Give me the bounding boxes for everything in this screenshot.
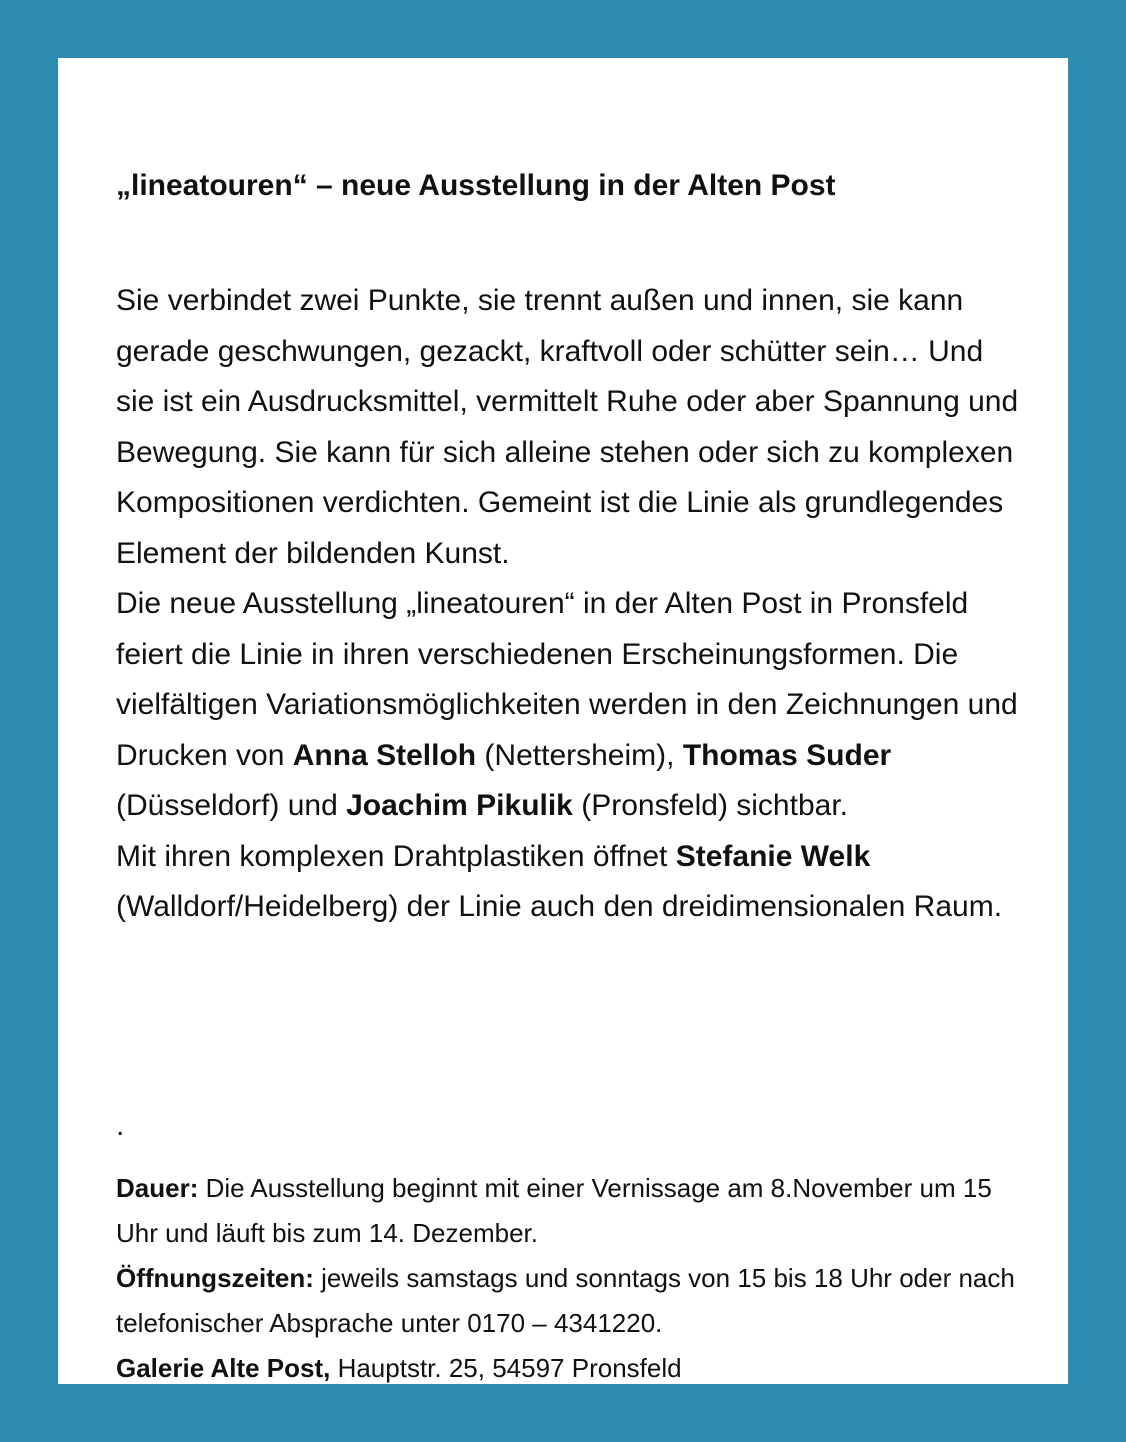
gallery-name-label: Galerie Alte Post, xyxy=(116,1353,331,1383)
intro-paragraph: Sie verbindet zwei Punkte, sie trennt außen und innen, sie kann gerade geschwungen, gezackt, kraftvoll oder schütter sein… Und sie ist ein Ausdrucksmittel, vermittelt Ruhe oder aber Spannung und Bewegung. Sie kann für sich alleine stehen oder sich zu komplexen Kompositionen verdichten. Gemeint ist die Linie als grundlegendes Element der bildenden Kunst. xyxy=(116,284,1019,570)
separator-dot: . xyxy=(116,1109,125,1142)
document-title: „lineatouren“ – neue Ausstellung in der Alten Post xyxy=(116,169,836,202)
duration-info xyxy=(116,1166,1026,1256)
opening-hours-text: jeweils samstags und sonntags von 15 bis 18 Uhr oder nach telefonischer Absprache unter 0170 – 4341220. xyxy=(116,1263,1015,1338)
exhibition-text-c: (Düsseldorf) und xyxy=(116,789,347,822)
event-info xyxy=(116,1166,1026,1391)
gallery-address-info xyxy=(116,1346,1026,1391)
article-body xyxy=(116,276,1026,933)
opening-hours-label: Öffnungszeiten: xyxy=(116,1263,314,1293)
document-card xyxy=(58,58,1068,1384)
exhibition-paragraph xyxy=(116,579,1026,832)
artist-name-thomas-suder: Thomas Suder xyxy=(682,738,892,772)
duration-text: Die Ausstellung beginnt mit einer Vernissage am 8.November um 15 Uhr und läuft bis zum 14. Dezember. xyxy=(116,1173,992,1248)
artist-name-joachim-pikulik: Joachim Pikulik xyxy=(346,789,573,822)
exhibition-text-a: Die neue Ausstellung „lineatouren“ in der Alten Post in Pronsfeld feiert die Linie in ihren verschiedenen Erscheinungsformen. Die vielfältigen Variationsmöglichkeiten werden in den Zeichnungen und Drucken von xyxy=(116,587,1018,772)
duration-label: Dauer: xyxy=(116,1173,199,1203)
sculpture-paragraph xyxy=(116,832,1026,933)
artist-name-anna-stelloh: Anna Stelloh xyxy=(292,738,477,772)
sculpture-text-b: (Walldorf/Heidelberg) der Linie auch den dreidimensionalen Raum. xyxy=(116,890,1003,923)
sculpture-text-a: Mit ihren komplexen Drahtplastiken öffnet xyxy=(116,839,676,873)
gallery-address-text: Hauptstr. 25, 54597 Pronsfeld xyxy=(330,1353,682,1383)
opening-hours-info xyxy=(116,1256,1026,1346)
artist-name-stefanie-welk: Stefanie Welk xyxy=(675,839,871,873)
exhibition-text-d: (Pronsfeld) sichtbar. xyxy=(572,789,848,822)
exhibition-text-b: (Nettersheim), xyxy=(476,738,683,772)
